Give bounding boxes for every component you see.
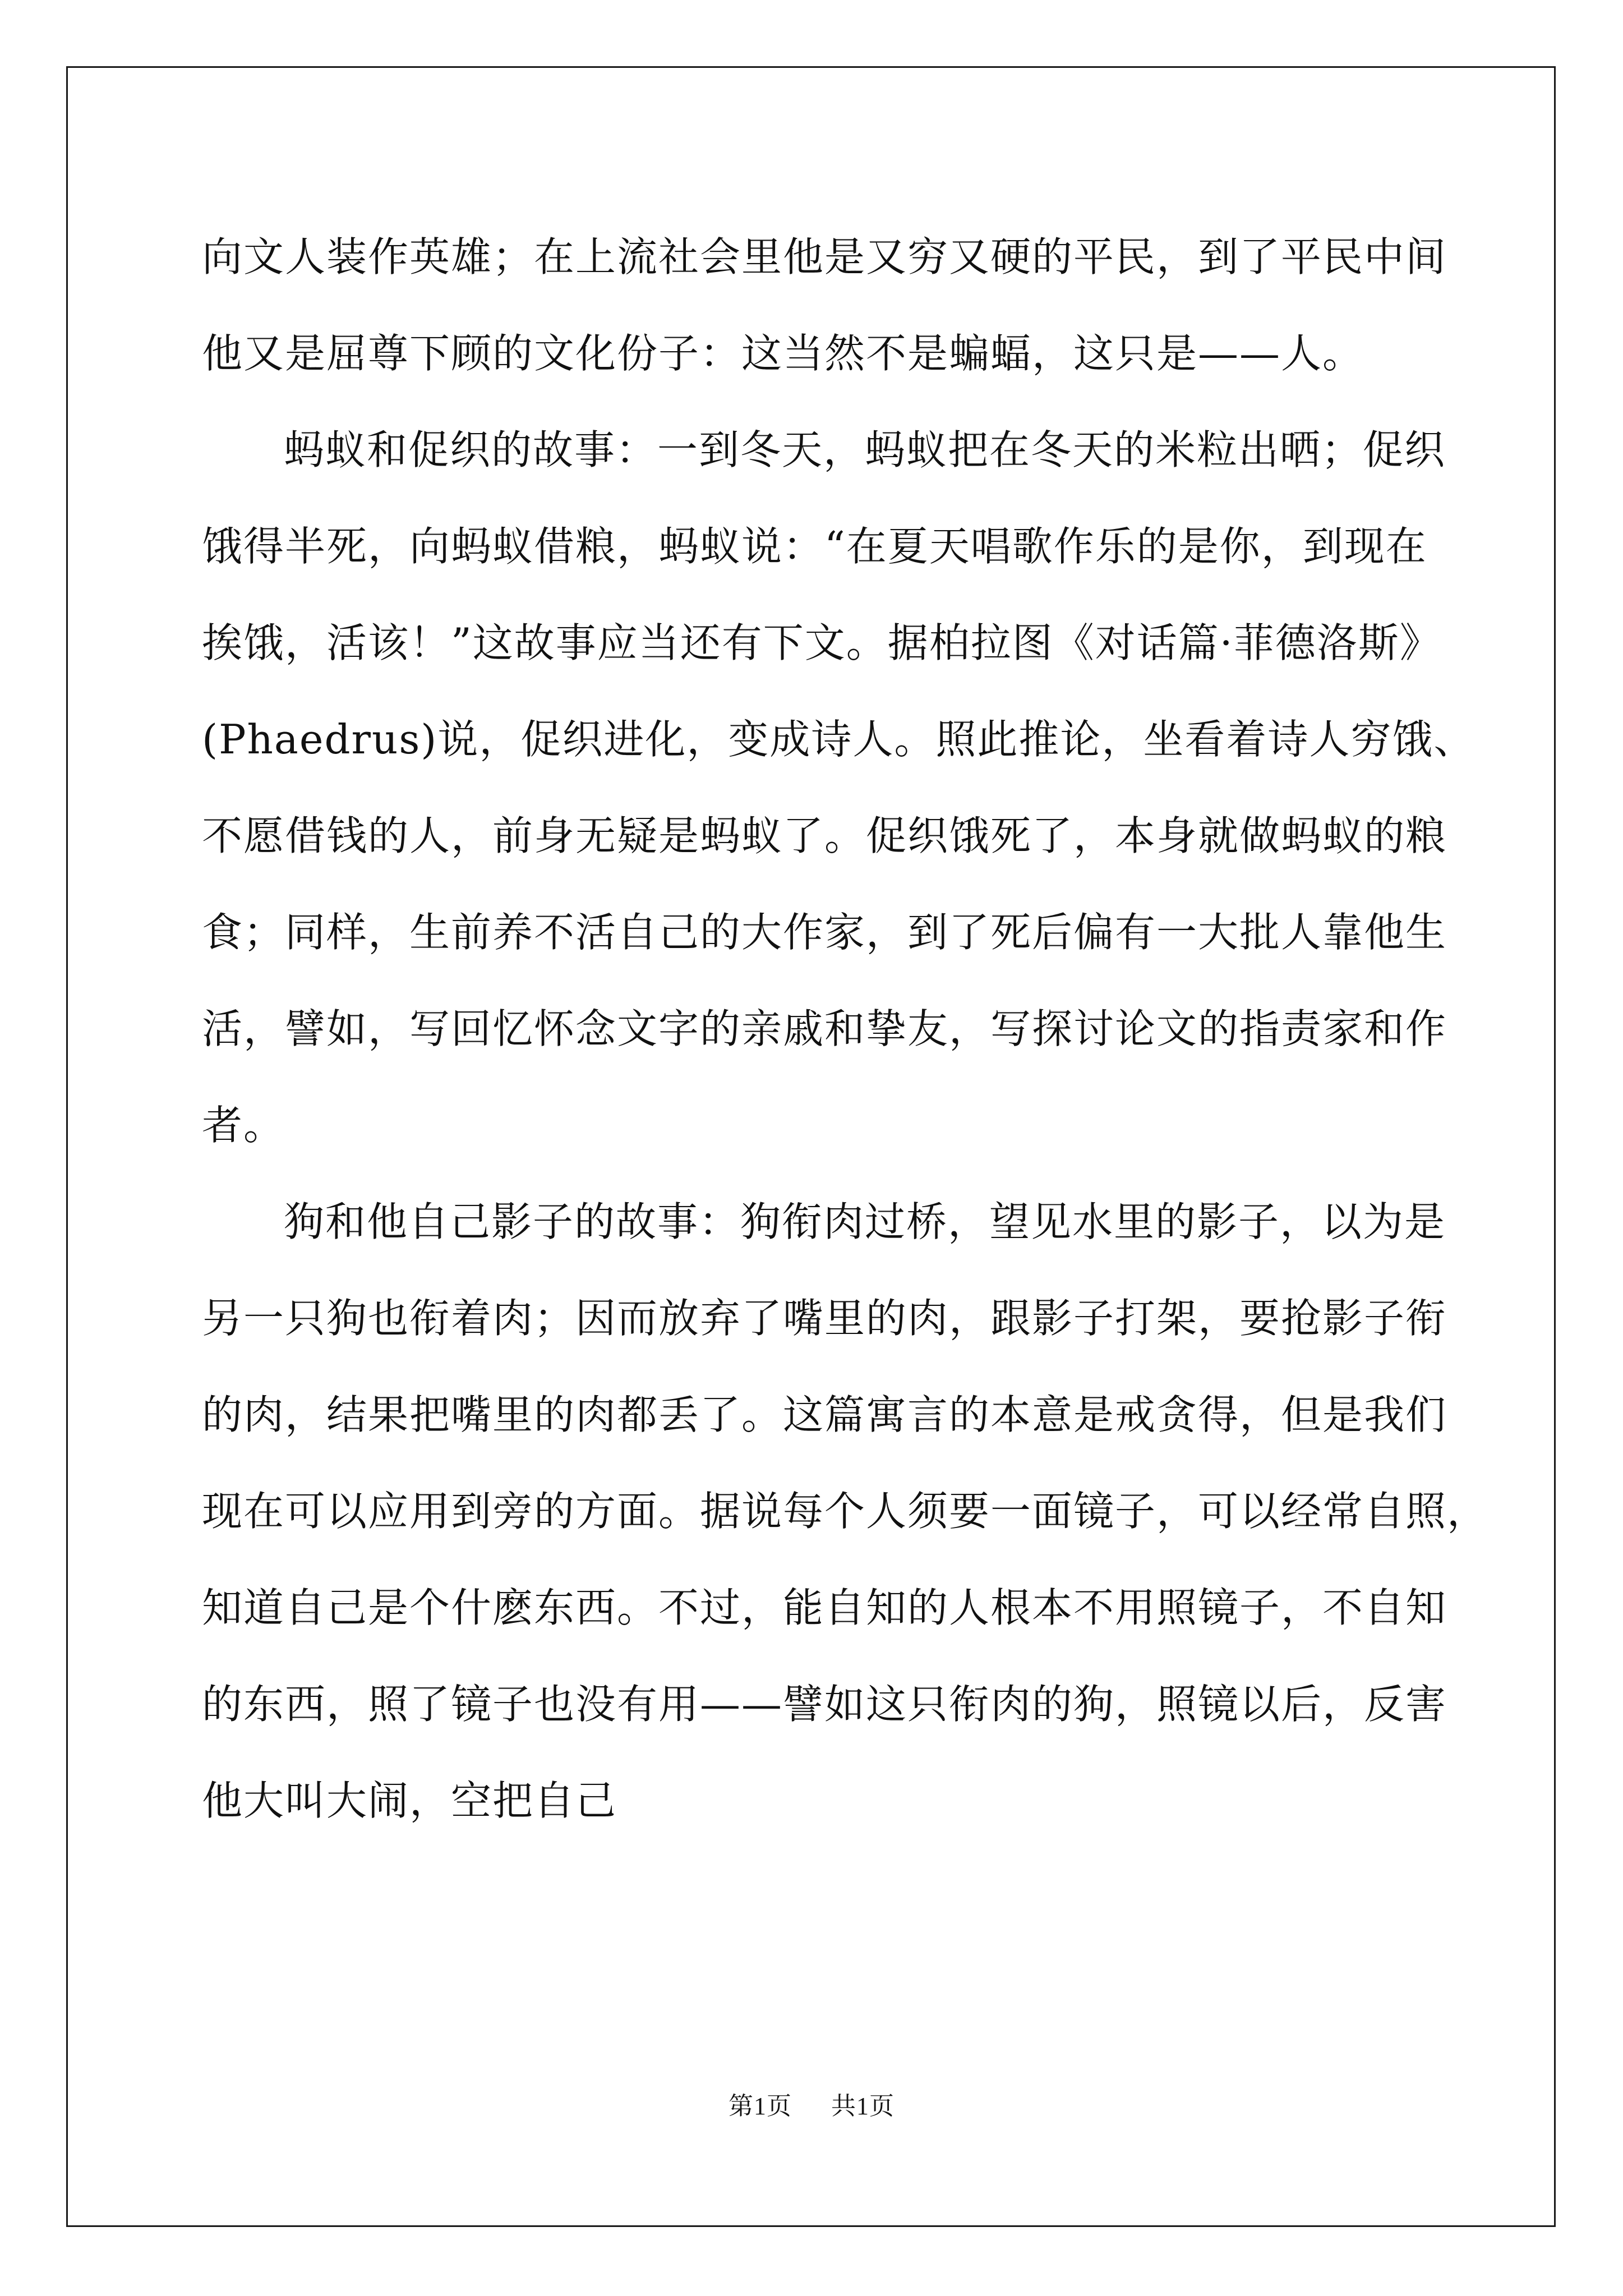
body-line: 者。 bbox=[202, 1102, 285, 1149]
body-line: 不愿借钱的人，前身无疑是蚂蚁了。促织饿死了，本身就做蚂蚁的粮 bbox=[202, 812, 1447, 859]
body-line: 饿得半死，向蚂蚁借粮，蚂蚁说：“在夏天唱歌作乐的是你，到现在 bbox=[202, 523, 1427, 570]
current-page-label: 第1页 bbox=[728, 2092, 792, 2120]
body-line: 挨饿，活该！”这故事应当还有下文。据柏拉图《对话篇·菲德洛斯》 bbox=[202, 619, 1441, 666]
paragraph-start-line: 蚂蚁和促织的故事：一到冬天，蚂蚁把在冬天的米粒出晒；促织 bbox=[284, 426, 1446, 473]
paragraph-start-line: 狗和他自己影子的故事：狗衔肉过桥，望见水里的影子，以为是 bbox=[284, 1198, 1446, 1245]
body-line: 的肉，结果把嘴里的肉都丢了。这篇寓言的本意是戒贪得，但是我们 bbox=[202, 1391, 1447, 1438]
body-line: 活，譬如，写回忆怀念文字的亲戚和挚友，写探讨论文的指责家和作 bbox=[202, 1005, 1447, 1052]
body-line: 他又是屈尊下顾的文化份子：这当然不是蝙蝠，这只是——人。 bbox=[202, 330, 1364, 377]
body-line: 的东西，照了镜子也没有用——譬如这只衔肉的狗，照镜以后，反害 bbox=[202, 1681, 1447, 1728]
page-footer bbox=[0, 2086, 1623, 2122]
body-line: 食；同样，生前养不活自己的大作家，到了死后偏有一大批人靠他生 bbox=[202, 909, 1447, 956]
body-line: 现在可以应用到旁的方面。据说每个人须要一面镜子，可以经常自照， bbox=[202, 1488, 1489, 1535]
body-line: 他大叫大闹，空把自己 bbox=[202, 1777, 617, 1824]
body-line: (Phaedrus)说，促织进化，变成诗人。照此推论，坐看着诗人穷饿、 bbox=[202, 716, 1476, 763]
body-line: 向文人装作英雄；在上流社会里他是又穷又硬的平民，到了平民中间 bbox=[202, 233, 1447, 280]
document-body bbox=[202, 209, 1489, 1849]
body-line: 知道自己是个什麽东西。不过，能自知的人根本不用照镜子，不自知 bbox=[202, 1584, 1447, 1631]
body-line: 另一只狗也衔着肉；因而放弃了嘴里的肉，跟影子打架，要抢影子衔 bbox=[202, 1295, 1447, 1342]
total-pages-label: 共1页 bbox=[831, 2092, 895, 2120]
